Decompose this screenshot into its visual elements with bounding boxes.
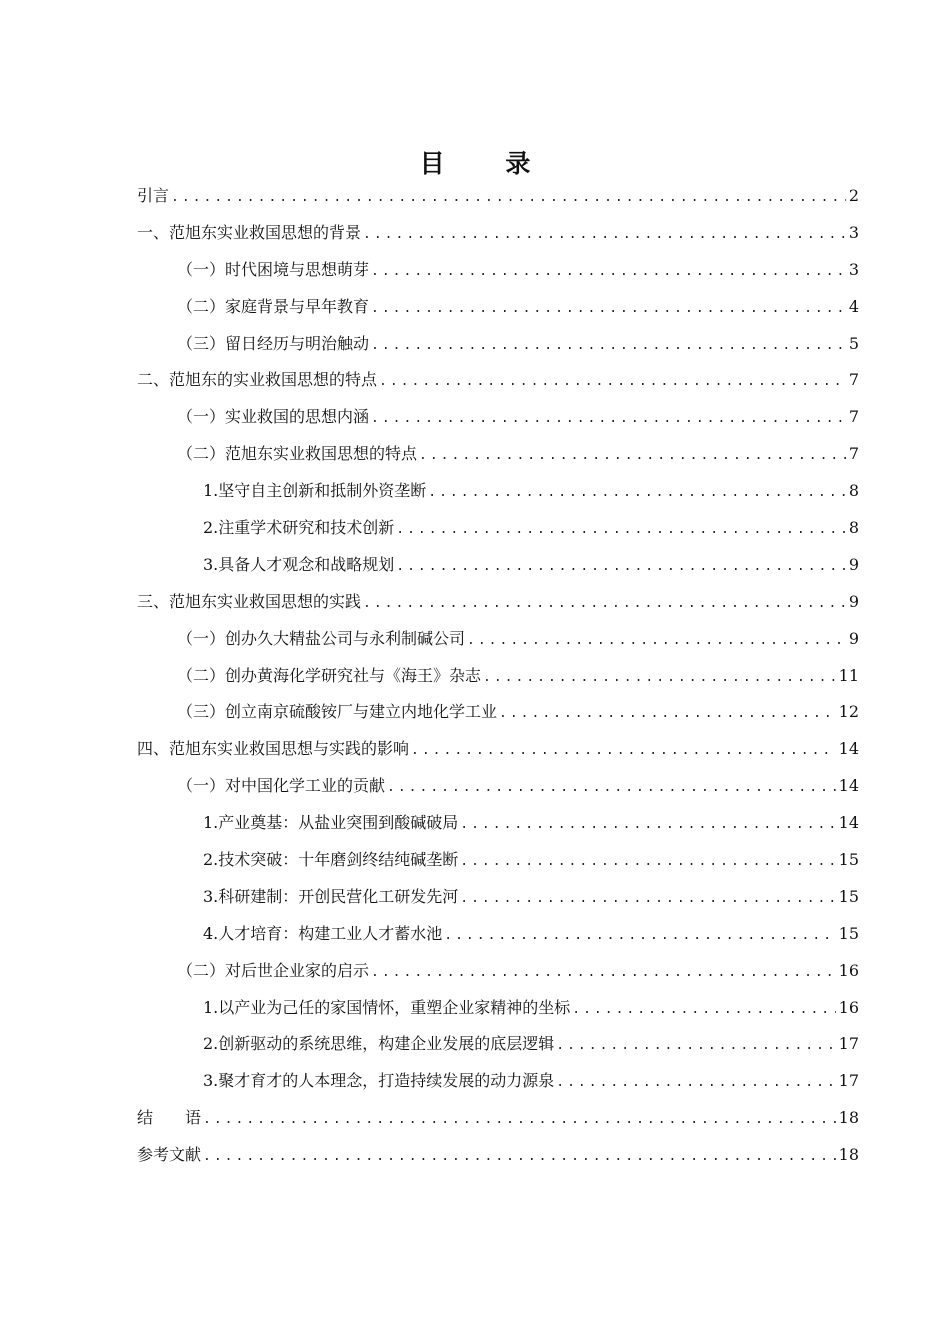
dot-leader <box>460 815 835 835</box>
toc-entry[interactable] <box>137 297 859 334</box>
toc-entry-label: （二）对后世企业家的启示 <box>177 960 370 980</box>
toc-entry[interactable] <box>137 260 859 297</box>
toc-entry-label: 2.技术突破：十年磨剑终结纯碱垄断 <box>203 850 459 870</box>
toc-entry[interactable] <box>137 702 859 739</box>
dot-leader <box>411 741 836 761</box>
dot-leader <box>444 926 835 946</box>
dot-leader <box>428 483 846 503</box>
toc-entry-label: （二）家庭背景与早年教育 <box>177 296 370 316</box>
dot-leader <box>396 520 846 540</box>
dot-leader <box>467 631 846 651</box>
toc-entry-label: 1.坚守自主创新和抵制外资垄断 <box>203 481 427 501</box>
toc-entry[interactable] <box>137 1145 859 1182</box>
toc-entry[interactable] <box>137 666 859 703</box>
dot-leader <box>363 225 846 245</box>
toc-page-number: 14 <box>838 739 859 759</box>
toc-page-number: 4 <box>848 296 859 316</box>
toc-entry-label: 3.科研建制：开创民营化工研发先河 <box>203 886 459 906</box>
dot-leader <box>387 778 836 798</box>
toc-page-number: 9 <box>848 628 859 648</box>
toc-page-number: 18 <box>838 1145 859 1165</box>
dot-leader <box>371 262 846 282</box>
toc-entry-label: 2.创新驱动的系统思维，构建企业发展的底层逻辑 <box>203 1034 555 1054</box>
toc-page-number: 11 <box>838 665 859 685</box>
toc-page-number: 16 <box>838 960 859 980</box>
toc-entry[interactable] <box>137 739 859 776</box>
toc-entry-label: 3.具备人才观念和战略规划 <box>203 554 395 574</box>
dot-leader <box>396 557 846 577</box>
toc-page-number: 2 <box>848 186 859 205</box>
toc-page-number: 7 <box>848 407 859 427</box>
toc-entry[interactable] <box>137 776 859 813</box>
toc-entry[interactable] <box>137 887 859 924</box>
dot-leader <box>419 446 846 466</box>
toc-entry-label: 3.聚才育才的人本理念，打造持续发展的动力源泉 <box>203 1071 555 1091</box>
toc-entry[interactable] <box>137 444 859 481</box>
toc-page-number: 12 <box>838 702 859 722</box>
toc-entry[interactable] <box>137 186 859 223</box>
dot-leader <box>379 372 846 392</box>
toc-entry[interactable] <box>137 555 859 592</box>
toc-entry-label: （三）创立南京硫酸铵厂与建立内地化学工业 <box>177 702 498 722</box>
toc-page-number: 5 <box>848 333 859 353</box>
dot-leader <box>556 1036 835 1056</box>
dot-leader <box>499 704 836 724</box>
toc-entry-label: 三、范旭东实业救国思想的实践 <box>137 591 362 611</box>
dot-leader <box>203 1147 836 1167</box>
toc-page-number: 15 <box>838 886 859 906</box>
toc-page-number: 7 <box>848 444 859 464</box>
toc-entry-label: （二）范旭东实业救国思想的特点 <box>177 444 418 464</box>
toc-entry[interactable] <box>137 813 859 850</box>
dot-leader <box>371 409 846 429</box>
toc-entry[interactable] <box>137 592 859 629</box>
toc-page-number: 8 <box>848 518 859 538</box>
toc-entry-label: 1.以产业为己任的家国情怀，重塑企业家精神的坐标 <box>203 997 571 1017</box>
toc-page-number: 17 <box>838 1034 859 1054</box>
toc-page-number: 9 <box>848 591 859 611</box>
toc-entry-label: 引言 <box>137 186 170 205</box>
toc-entry[interactable] <box>137 407 859 444</box>
toc-entry-label: 2.注重学术研究和技术创新 <box>203 518 395 538</box>
toc-entry[interactable] <box>137 961 859 998</box>
dot-leader <box>572 1000 835 1020</box>
toc-entry-label: 1.产业奠基：从盐业突围到酸碱破局 <box>203 813 459 833</box>
toc-entry[interactable] <box>137 924 859 961</box>
toc-page-number: 8 <box>848 481 859 501</box>
dot-leader <box>460 889 835 909</box>
toc-entry[interactable] <box>137 481 859 518</box>
page-title: 目 录 <box>419 149 557 178</box>
toc-page-number: 9 <box>848 554 859 574</box>
toc-entry-label: 参考文献 <box>137 1145 202 1165</box>
toc-entry-label: （一）对中国化学工业的贡献 <box>177 776 386 796</box>
toc-entry[interactable] <box>137 850 859 887</box>
toc-entry-label: （三）留日经历与明治触动 <box>177 333 370 353</box>
toc-entry-label: 4.人才培育：构建工业人才蓄水池 <box>203 923 443 943</box>
toc-entry[interactable] <box>137 518 859 555</box>
toc-page-number: 7 <box>848 370 859 390</box>
toc-entry[interactable] <box>137 629 859 666</box>
toc-entry-label: （一）时代困境与思想萌芽 <box>177 259 370 279</box>
toc-page-number: 15 <box>838 850 859 870</box>
dot-leader <box>483 668 836 688</box>
dot-leader <box>371 336 846 356</box>
toc-page-number: 16 <box>838 997 859 1017</box>
toc-entry-label: 二、范旭东的实业救国思想的特点 <box>137 370 378 390</box>
toc-entry[interactable] <box>137 998 859 1035</box>
dot-leader <box>363 594 846 614</box>
dot-leader <box>203 1110 836 1130</box>
toc-page-number: 15 <box>838 923 859 943</box>
toc-entry-label: （一）实业救国的思想内涵 <box>177 407 370 427</box>
dot-leader <box>171 188 846 208</box>
toc-entry[interactable] <box>137 334 859 371</box>
toc-entry[interactable] <box>137 370 859 407</box>
toc-entry-label: 结 语 <box>137 1108 202 1128</box>
toc-entry[interactable] <box>137 1108 859 1145</box>
dot-leader <box>371 299 846 319</box>
toc-entry-label: 一、范旭东实业救国思想的背景 <box>137 222 362 242</box>
toc-entry[interactable] <box>137 1034 859 1071</box>
toc-page-number: 14 <box>838 776 859 796</box>
toc-entry-label: （二）创办黄海化学研究社与《海王》杂志 <box>177 665 482 685</box>
toc-entry-label: （一）创办久大精盐公司与永利制碱公司 <box>177 628 466 648</box>
toc-entry[interactable] <box>137 223 859 260</box>
dot-leader <box>556 1073 835 1093</box>
toc-page-number: 3 <box>848 259 859 279</box>
table-of-contents <box>137 186 859 1182</box>
toc-entry[interactable] <box>137 1071 859 1108</box>
toc-page-number: 18 <box>838 1108 859 1128</box>
toc-page-number: 14 <box>838 813 859 833</box>
toc-entry-label: 四、范旭东实业救国思想与实践的影响 <box>137 739 410 759</box>
toc-page-number: 17 <box>838 1071 859 1091</box>
toc-page-number: 3 <box>848 222 859 242</box>
dot-leader <box>460 852 835 872</box>
dot-leader <box>371 963 836 983</box>
